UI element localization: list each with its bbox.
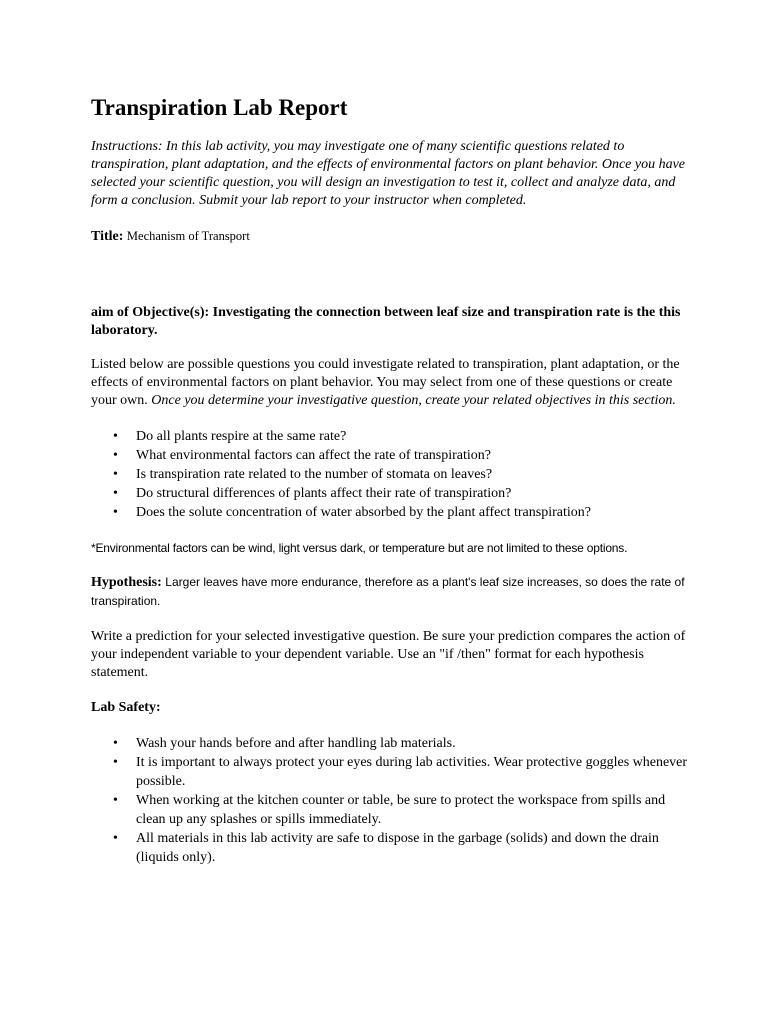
report-title-label: Title: xyxy=(91,229,124,244)
safety-item: • Wash your hands before and after handling lab materials. xyxy=(91,734,691,753)
questions-intro-italic: Once you determine your investigative question, create your related objectives in this section. xyxy=(151,393,676,408)
question-item: • Do structural differences of plants affect their rate of transpiration? xyxy=(91,484,691,503)
questions-intro xyxy=(91,356,691,410)
prediction-instructions: Write a prediction for your selected investigative question. Be sure your prediction compares the action of your independent variable to your dependent variable. Use an "if /then" format for each hypothesis statement. xyxy=(91,629,686,680)
hypothesis-line xyxy=(91,573,691,611)
question-item: • What environmental factors can affect the rate of transpiration? xyxy=(91,446,691,465)
question-item: • Do all plants respire at the same rate? xyxy=(91,427,691,446)
document-page xyxy=(91,94,691,884)
question-item: • Does the solute concentration of water absorbed by the plant affect transpiration? xyxy=(91,503,691,522)
instructions-paragraph: Instructions: In this lab activity, you may investigate one of many scientific questions related to transpiration, plant adaptation, and the effects of environmental factors on plant behavior. Once you have selected your scientific question, you will design an investigation to test it, collect and analyze data, and form a conclusion. Submit your lab report to your instructor when completed. xyxy=(91,139,686,208)
report-title-line xyxy=(91,227,691,246)
objective-statement: aim of Objective(s): Investigating the connection between leaf size and transpiration rate is the this laboratory. xyxy=(91,305,681,338)
safety-item: • When working at the kitchen counter or table, be sure to protect the workspace from spills and clean up any splashes or spills immediately. xyxy=(91,791,691,829)
question-item: • Is transpiration rate related to the number of stomata on leaves? xyxy=(91,465,691,484)
safety-item: • It is important to always protect your eyes during lab activities. Wear protective goggles whenever possible. xyxy=(91,753,691,791)
safety-item: • All materials in this lab activity are safe to dispose in the garbage (solids) and down the drain (liquids only). xyxy=(91,829,691,867)
questions-intro-text: Listed below are possible questions you could investigate related to transpiration, plant adaptation, or the effects of environmental factors on plant behavior. You may select from one of these questions or create your own. xyxy=(91,357,680,408)
hypothesis-label: Hypothesis: xyxy=(91,575,162,590)
safety-list xyxy=(91,734,691,867)
environmental-factors-note: *Environmental factors can be wind, light versus dark, or temperature but are not limited to these options. xyxy=(91,541,628,555)
document-title: Transpiration Lab Report xyxy=(91,95,348,120)
report-title-value: Mechanism of Transport xyxy=(126,229,250,243)
lab-safety-heading: Lab Safety: xyxy=(91,700,161,715)
hypothesis-value: Larger leaves have more endurance, therefore as a plant's leaf size increases, so does the rate of transpiration. xyxy=(91,575,685,608)
questions-list xyxy=(91,427,691,522)
